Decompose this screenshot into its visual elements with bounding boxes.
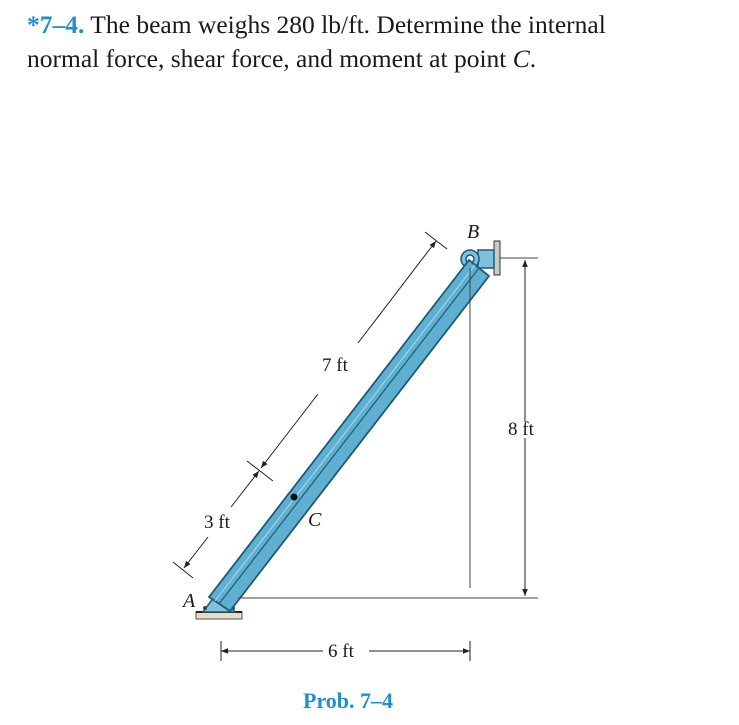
point-c-reference: C (512, 44, 530, 73)
problem-text-line-1: The beam weighs 280 lb/ft. Determine the internal (90, 10, 606, 39)
point-c-marker (291, 494, 298, 501)
beam (209, 260, 489, 611)
dim-slant-tick-a (173, 562, 193, 578)
dim-slant-tick-c (247, 461, 273, 481)
dim-7ft-lower (261, 394, 318, 468)
label-point-b: B (467, 221, 480, 243)
problem-text-line-2: normal force, shear force, and moment at point (27, 44, 507, 73)
label-point-c: C (308, 509, 322, 531)
label-point-a: A (183, 590, 196, 612)
dim-slant-tick-b (425, 232, 447, 249)
label-dim-6ft: 6 ft (328, 641, 354, 662)
problem-number: *7–4. (27, 10, 85, 39)
label-dim-8ft: 8 ft (508, 419, 534, 440)
problem-period: . (529, 44, 537, 73)
label-dim-3ft: 3 ft (204, 512, 230, 533)
figure-caption: Prob. 7–4 (303, 688, 394, 713)
dim-3ft-lower (184, 537, 208, 568)
label-dim-7ft: 7 ft (322, 355, 348, 376)
dim-3ft-upper (231, 471, 259, 507)
